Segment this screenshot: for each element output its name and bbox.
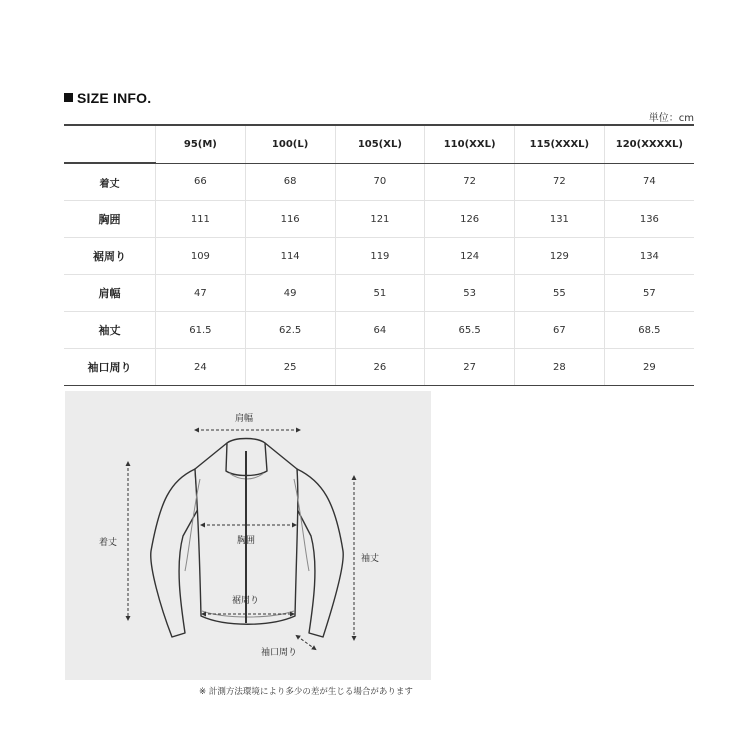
unit-label: 単位：cm xyxy=(648,113,694,124)
row-label: 裾周り xyxy=(64,238,156,275)
table-cell: 109 xyxy=(156,238,246,275)
table-cell: 68 xyxy=(245,163,335,201)
row-label: 着丈 xyxy=(64,163,156,201)
table-cell: 72 xyxy=(425,163,515,201)
table-cell: 134 xyxy=(604,238,694,275)
table-cell: 62.5 xyxy=(245,312,335,349)
table-cell: 68.5 xyxy=(604,312,694,349)
table-cell: 126 xyxy=(425,201,515,238)
table-cell: 119 xyxy=(335,238,425,275)
table-cell: 74 xyxy=(604,163,694,201)
table-cell: 55 xyxy=(515,275,605,312)
table-cell: 51 xyxy=(335,275,425,312)
hem-label: 裾周り xyxy=(232,596,260,606)
column-header: 100(L) xyxy=(245,125,335,163)
table-row xyxy=(64,349,694,386)
table-header-row xyxy=(64,125,694,163)
table-cell: 121 xyxy=(335,201,425,238)
sleeve-label: 袖丈 xyxy=(361,554,380,564)
table-cell: 131 xyxy=(515,201,605,238)
table-cell: 124 xyxy=(425,238,515,275)
table-cell: 65.5 xyxy=(425,312,515,349)
table-cell: 25 xyxy=(245,349,335,386)
row-label: 胸囲 xyxy=(64,201,156,238)
column-header: 115(XXXL) xyxy=(515,125,605,163)
cuff-measure-line xyxy=(297,636,315,649)
table-cell: 66 xyxy=(156,163,246,201)
table-cell: 114 xyxy=(245,238,335,275)
row-label: 肩幅 xyxy=(64,275,156,312)
table-cell: 29 xyxy=(604,349,694,386)
table-row xyxy=(64,312,694,349)
length-label: 着丈 xyxy=(99,538,118,548)
table-cell: 129 xyxy=(515,238,605,275)
shoulder-label: 肩幅 xyxy=(235,414,254,424)
column-header: 110(XXL) xyxy=(425,125,515,163)
measurement-note: ※ 計測方法環境により多少の差が生じる場合があります xyxy=(199,687,413,697)
table-row xyxy=(64,163,694,201)
table-cell: 72 xyxy=(515,163,605,201)
section-heading xyxy=(64,90,151,106)
table-cell: 67 xyxy=(515,312,605,349)
table-cell: 47 xyxy=(156,275,246,312)
column-header: 105(XL) xyxy=(335,125,425,163)
table-row xyxy=(64,275,694,312)
table-cell: 61.5 xyxy=(156,312,246,349)
table-cell: 57 xyxy=(604,275,694,312)
table-cell: 136 xyxy=(604,201,694,238)
table-cell: 64 xyxy=(335,312,425,349)
column-header: 95(M) xyxy=(156,125,246,163)
column-header: 120(XXXXL) xyxy=(604,125,694,163)
table-cell: 70 xyxy=(335,163,425,201)
table-cell: 28 xyxy=(515,349,605,386)
chest-label: 胸囲 xyxy=(237,536,256,546)
table-cell: 49 xyxy=(245,275,335,312)
table-row xyxy=(64,238,694,275)
table-cell: 24 xyxy=(156,349,246,386)
table-cell: 116 xyxy=(245,201,335,238)
square-bullet-icon xyxy=(64,93,73,102)
cuff-label: 袖口周り xyxy=(261,648,298,658)
table-cell: 111 xyxy=(156,201,246,238)
table-cell: 26 xyxy=(335,349,425,386)
measurement-diagram xyxy=(65,391,431,680)
section-heading-text: SIZE INFO. xyxy=(77,90,152,106)
corner-cell xyxy=(64,125,156,163)
table-row xyxy=(64,201,694,238)
row-label: 袖口周り xyxy=(64,349,156,386)
size-table xyxy=(64,124,694,386)
row-label: 袖丈 xyxy=(64,312,156,349)
table-cell: 53 xyxy=(425,275,515,312)
table-cell: 27 xyxy=(425,349,515,386)
